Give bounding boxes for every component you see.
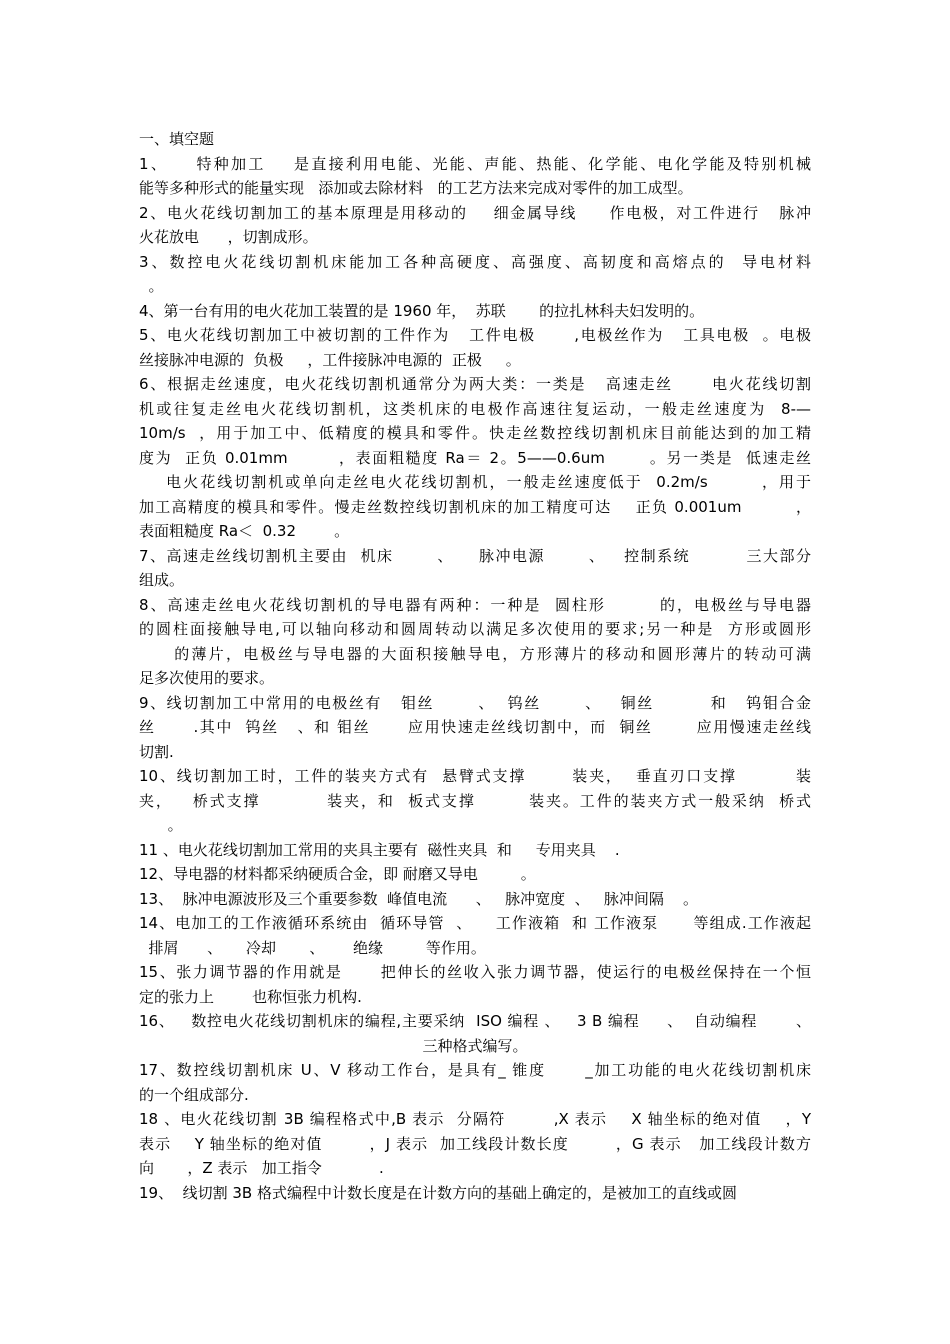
question-item (139, 544, 811, 593)
question-line: 表面粗糙度 Ra＜ 0.32 。 (139, 522, 350, 540)
question-line: 7、高速走丝线切割机主要由 机床 、 脉冲电源 、 控制系统 三大部分 (139, 546, 811, 565)
question-line: 向 ，Z 表示 加工指令 . (139, 1159, 384, 1177)
question-line: 排屑 、 冷却 、 绝缘 等作用。 (139, 938, 486, 957)
question-item (139, 1107, 811, 1181)
question-item (139, 1058, 811, 1107)
question-line: 6、根据走丝速度，电火花线切割机通常分为两大类：一类是 高速走丝 电火花线切割 (139, 375, 811, 393)
question-line: 足多次使用的要求。 (139, 669, 275, 687)
question-line: 13、 脉冲电源波形及三个重要参数 峰值电流 、 脉冲宽度 、 脉冲间隔 。 (139, 889, 698, 908)
question-line: 3、数控电火花线切割机床能加工各种高硬度、高强度、高韧度和高熔点的 导电材料 (139, 252, 811, 271)
question-line: 三种格式编写。 (422, 1036, 528, 1055)
question-line: 定的张力上 也称恒张力机构. (139, 987, 362, 1006)
question-item (139, 862, 811, 887)
question-line: 丝接脉冲电源的 负极 ，工件接脉冲电源的 正极 。 (139, 350, 521, 369)
question-line: 19、 线切割 3B 格式编程中计数长度是在计数方向的基础上确定的，是被加工的直线或圆 (139, 1183, 737, 1202)
question-item (139, 887, 811, 912)
question-line: 16、 数控电火花线切割机床的编程,主要采纳 ISO 编程 、 3 B 编程 、 自动编程 、 (139, 1012, 811, 1030)
question-line: 11 、电火花线切割加工常用的夹具主要有 磁性夹具 和 专用夹具 . (139, 840, 620, 859)
question-line: 切割. (139, 742, 174, 761)
question-item (139, 299, 811, 324)
question-item (139, 593, 811, 691)
question-line: 18 、电火花线切割 3B 编程格式中,B 表示 分隔符 ,X 表示 X 轴坐标的绝对值 ，Y (139, 1110, 811, 1128)
question-line: 。 (139, 816, 183, 834)
question-line: 12、导电器的材料都采纳硬质合金，即 耐磨又导电 。 (139, 865, 536, 883)
question-item (139, 1009, 811, 1058)
question-line: 电火花线切割机或单向走丝电火花线切割机，一般走丝速度低于 0.2m/s ，用于 (139, 473, 811, 491)
question-item (139, 764, 811, 838)
question-line: 机或往复走丝电火花线切割机，这类机床的电极作高速往复运动，一般走丝速度为 8-— (139, 399, 811, 418)
question-line: 10、线切割加工时，工件的装夹方式有 悬臂式支撑 装夹， 垂直刃口支撑 装 (139, 767, 811, 785)
question-line: 表示 Y 轴坐标的绝对值 ，J 表示 加工线段计数长度 ，G 表示 加工线段计数方 (139, 1134, 811, 1153)
question-line: 10m/s ，用于加工中、低精度的模具和零件。快走丝数控线切割机床目前能达到的加工精 (139, 424, 811, 442)
question-line: 。 (139, 277, 164, 295)
question-item (139, 691, 811, 765)
question-line: 15、张力调节器的作用就是 把伸长的丝收入张力调节器，使运行的电极丝保持在一个恒 (139, 963, 811, 981)
question-line: 组成。 (139, 571, 185, 589)
question-line: 的一个组成部分. (139, 1085, 249, 1104)
question-line: 度为 正负 0.01mm ，表面粗糙度 Ra＝ 2。5——0.6um 。另一类是 低速走丝 (139, 448, 811, 467)
question-list (139, 152, 811, 1206)
question-item (139, 1181, 811, 1206)
question-line: 17、数控线切割机床 U、V 移动工作台，是具有_ 锥度 _加工功能的电火花线切割机床 (139, 1061, 811, 1079)
question-line: 的薄片，电极丝与导电器的大面积接触导电，方形薄片的移动和圆形薄片的转动可满 (139, 644, 811, 663)
question-item (139, 911, 811, 960)
question-line: 的圆柱面接触导电,可以轴向移动和圆周转动以满足多次使用的要求;另一种是 方形或圆形 (139, 620, 811, 638)
question-line: 加工高精度的模具和零件。慢走丝数控线切割机床的加工精度可达 正负 0.001um ， (139, 497, 811, 516)
question-line: 5、电火花线切割加工中被切割的工件作为 工件电极 ,电极丝作为 工具电极 。电极 (139, 326, 811, 344)
question-line: 夹， 桥式支撑 装夹，和 板式支撑 装夹。工件的装夹方式一般采纳 桥式 (139, 791, 811, 810)
question-item (139, 201, 811, 250)
question-line: 2、电火花线切割加工的基本原理是用移动的 细金属导线 作电极，对工件进行 脉冲 (139, 203, 811, 222)
question-line: 4、第一台有用的电火花加工装置的是 1960 年， 苏联 的拉扎林科夫妇发明的。 (139, 301, 705, 320)
question-line: 9、线切割加工中常用的电极丝有 钼丝 、 钨丝 、 铜丝 和 钨钼合金 (139, 693, 811, 712)
question-item (139, 960, 811, 1009)
section-title: 一、填空题 (139, 130, 215, 148)
document-body (139, 127, 811, 1205)
question-item (139, 323, 811, 372)
question-line: 1、 特种加工 是直接利用电能、光能、声能、热能、化学能、电化学能及特别机械 (139, 154, 811, 173)
question-line: 火花放电 ，切割成形。 (139, 228, 318, 246)
question-line: 丝 .其中 钨丝 、和 钼丝 应用快速走丝线切割中，而 铜丝 应用慢速走丝线 (139, 718, 811, 736)
question-line: 14、电加工的工作液循环系统由 循环导管 、 工作液箱 和 工作液泵 等组成.工作液起 (139, 914, 811, 932)
question-item (139, 838, 811, 863)
question-line: 能等多种形式的能量实现 添加或去除材料 的工艺方法来完成对零件的加工成型。 (139, 179, 693, 197)
question-item (139, 250, 811, 299)
question-item (139, 372, 811, 544)
question-line: 8、高速走丝电火花线切割机的导电器有两种：一种是 圆柱形 的，电极丝与导电器 (139, 595, 811, 614)
question-item (139, 152, 811, 201)
